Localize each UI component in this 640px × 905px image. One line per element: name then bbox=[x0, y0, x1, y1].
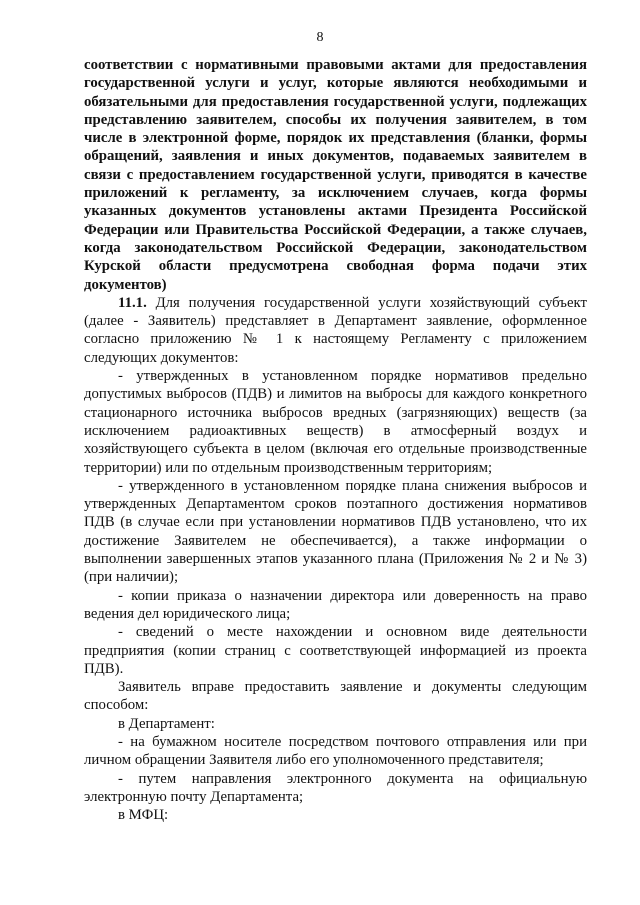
department-method-item: - путем направления электронного документа на официальную электронную почту Департамента; bbox=[84, 770, 587, 805]
list-item: - копии приказа о назначении директора или доверенность на право ведения дел юридического лица; bbox=[84, 587, 587, 622]
document-body bbox=[84, 56, 587, 824]
list-item: - сведений о месте нахождении и основном виде деятельности предприятия (копии страниц с соответствующей информацией из проекта ПДВ). bbox=[84, 624, 587, 677]
item-text: Для получения государственной услуги хозяйствующий субъект (далее - Заявитель) представляет в Департамент заявление, оформленное согласно приложению № 1 к настоящему Регламенту с приложением следующих документов: bbox=[84, 294, 587, 366]
department-method-item: - на бумажном носителе посредством почтового отправления или при личном обращении Заявителя либо его уполномоченного представителя; bbox=[84, 733, 587, 769]
bold-section-paragraph: соответствии с нормативными правовыми актами для предоставления государственной услуги и услуг, которые являются необходимыми и обязательными для предоставления государственной услуги, подлежащих представлению заявителем, способы их получения заявителем, в том числе в электронной форме, порядок их представления (бланки, формы обращений, заявления и иных документов, подаваемых заявителем в связи с предоставлением государственной услуги, приводятся в качестве приложений к регламенту, за исключением случаев, когда формы указанных документов установлены актами Президента Российской Федерации или Правительства Российской Федерации, а также случаев, когда законодательством Российской Федерации, законодательством Курской области предусмотрена свободная форма подачи этих документов) bbox=[84, 57, 587, 293]
department-heading: в Департамент: bbox=[118, 715, 215, 732]
mfc-heading: в МФЦ: bbox=[118, 807, 169, 824]
paragraph-11-1 bbox=[84, 294, 587, 367]
item-number-label: 11.1. bbox=[118, 294, 147, 311]
list-item: - утвержденного в установленном порядке плана снижения выбросов и утвержденных Департаментом сроков поэтапного достижения нормативов ПДВ (в случае если при установлении нормативов ПДВ установлено, что их достижение Заявителем не обеспечивается), а также информации о выполнении завершенных этапов указанного плана (Приложения № 2 и № 3) (при наличии); bbox=[84, 477, 587, 586]
page-number: 8 bbox=[316, 30, 324, 45]
submission-intro: Заявитель вправе предоставить заявление и документы следующим способом: bbox=[84, 679, 587, 714]
list-item: - утвержденных в установленном порядке нормативов предельно допустимых выбросов (ПДВ) и лимитов на выбросы для каждого конкретного стационарного источника выбросов вредных (загрязняющих) веществ (за исключением радиоактивных веществ) в атмосферный воздух и хозяйствующего субъекта в целом (включая его отдельные производственные территории) или по отдельным производственным территориям; bbox=[84, 368, 587, 476]
